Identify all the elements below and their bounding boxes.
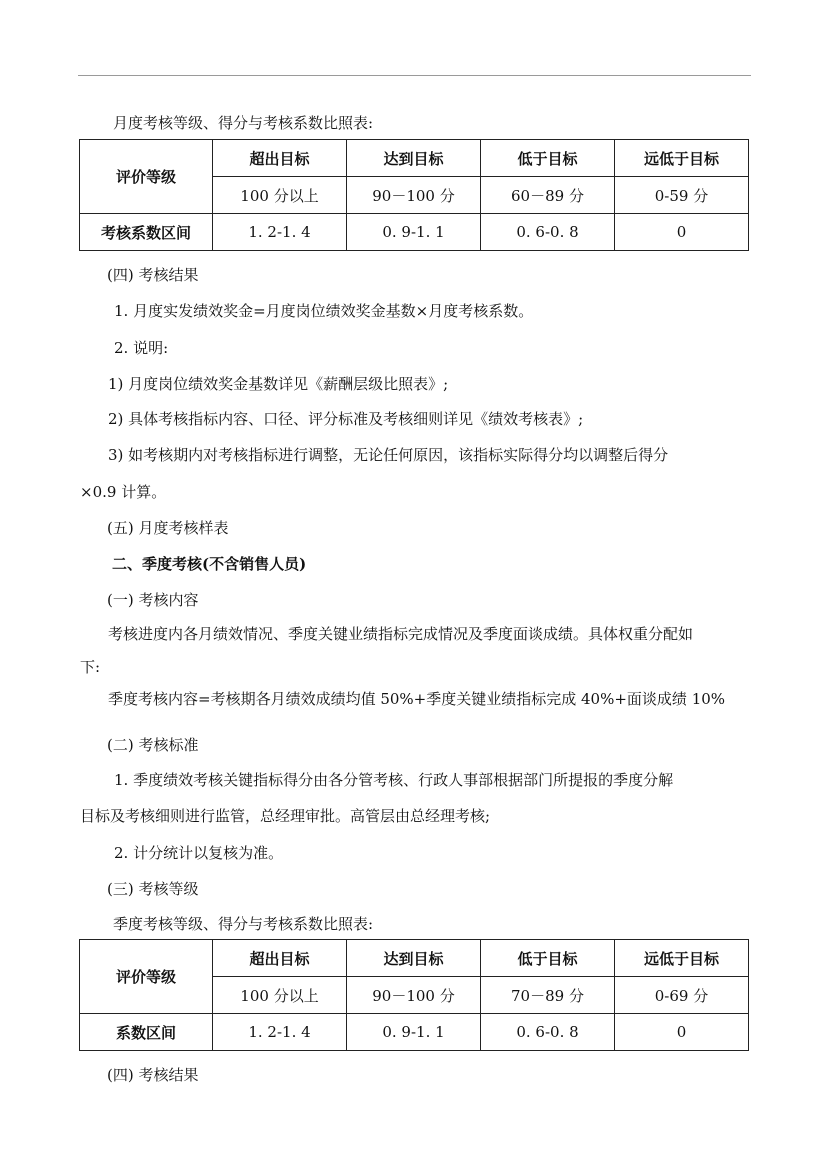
row-header-coef: 系数区间	[80, 1014, 213, 1051]
coef-cell: 1. 2-1. 4	[213, 214, 347, 251]
quarterly-grade-table	[79, 939, 749, 1051]
coef-cell: 0. 6-0. 8	[481, 214, 615, 251]
level-cell: 超出目标	[213, 140, 347, 177]
coef-cell: 0. 9-1. 1	[347, 1014, 481, 1051]
list-item: 3) 如考核期内对考核指标进行调整，无论任何原因，该指标实际得分均以调整后得分	[108, 446, 669, 464]
list-item: 1. 月度实发绩效奖金=月度岗位绩效奖金基数×月度考核系数。	[114, 302, 534, 320]
score-cell: 100 分以上	[213, 977, 347, 1014]
level-cell: 超出目标	[213, 940, 347, 977]
score-cell: 0-59 分	[615, 177, 749, 214]
coef-cell: 0	[615, 214, 749, 251]
coef-cell: 1. 2-1. 4	[213, 1014, 347, 1051]
table-row	[80, 940, 749, 977]
score-cell: 0-69 分	[615, 977, 749, 1014]
score-cell: 90－100 分	[347, 177, 481, 214]
section-title: (四) 考核结果	[107, 1066, 199, 1084]
level-cell: 达到目标	[347, 140, 481, 177]
level-cell: 远低于目标	[615, 940, 749, 977]
coef-cell: 0. 6-0. 8	[481, 1014, 615, 1051]
list-item: 2) 具体考核指标内容、口径、评分标准及考核细则详见《绩效考核表》;	[108, 410, 584, 428]
monthly-grade-table	[79, 139, 749, 251]
coef-cell: 0	[615, 1014, 749, 1051]
list-item: ×0.9 计算。	[80, 483, 167, 501]
table-row	[80, 214, 749, 251]
score-cell: 90－100 分	[347, 977, 481, 1014]
level-cell: 低于目标	[481, 940, 615, 977]
list-item: 2. 计分统计以复核为准。	[114, 844, 284, 862]
paragraph: 下:	[80, 658, 101, 676]
row-header-grade: 评价等级	[80, 140, 213, 214]
score-cell: 60－89 分	[481, 177, 615, 214]
level-cell: 远低于目标	[615, 140, 749, 177]
level-cell: 达到目标	[347, 940, 481, 977]
quarterly-table-caption: 季度考核等级、得分与考核系数比照表:	[113, 915, 374, 933]
row-header-coef: 考核系数区间	[80, 214, 213, 251]
list-item: 目标及考核细则进行监管，总经理审批。高管层由总经理考核;	[80, 807, 491, 825]
table-row	[80, 140, 749, 177]
score-cell: 70－89 分	[481, 977, 615, 1014]
table-row	[80, 1014, 749, 1051]
list-item: 1) 月度岗位绩效奖金基数详见《薪酬层级比照表》;	[108, 375, 449, 393]
section-title: (一) 考核内容	[107, 591, 199, 609]
header-rule	[78, 75, 751, 76]
monthly-table-caption: 月度考核等级、得分与考核系数比照表:	[113, 114, 374, 132]
coef-cell: 0. 9-1. 1	[347, 214, 481, 251]
level-cell: 低于目标	[481, 140, 615, 177]
section-title: (三) 考核等级	[107, 880, 199, 898]
section-title: (五) 月度考核样表	[107, 519, 229, 537]
list-item: 2. 说明:	[114, 339, 169, 357]
paragraph: 考核进度内各月绩效情况、季度关键业绩指标完成情况及季度面谈成绩。具体权重分配如	[108, 625, 694, 643]
paragraph: 季度考核内容=考核期各月绩效成绩均值 50%+季度关键业绩指标完成 40%+面谈成绩 10%	[108, 690, 726, 708]
section-title: (二) 考核标准	[107, 736, 199, 754]
score-cell: 100 分以上	[213, 177, 347, 214]
part-title: 二、季度考核(不含销售人员)	[112, 555, 307, 573]
list-item: 1. 季度绩效考核关键指标得分由各分管考核、行政人事部根据部门所提报的季度分解	[114, 771, 674, 789]
section-title: (四) 考核结果	[107, 266, 199, 284]
row-header-grade: 评价等级	[80, 940, 213, 1014]
